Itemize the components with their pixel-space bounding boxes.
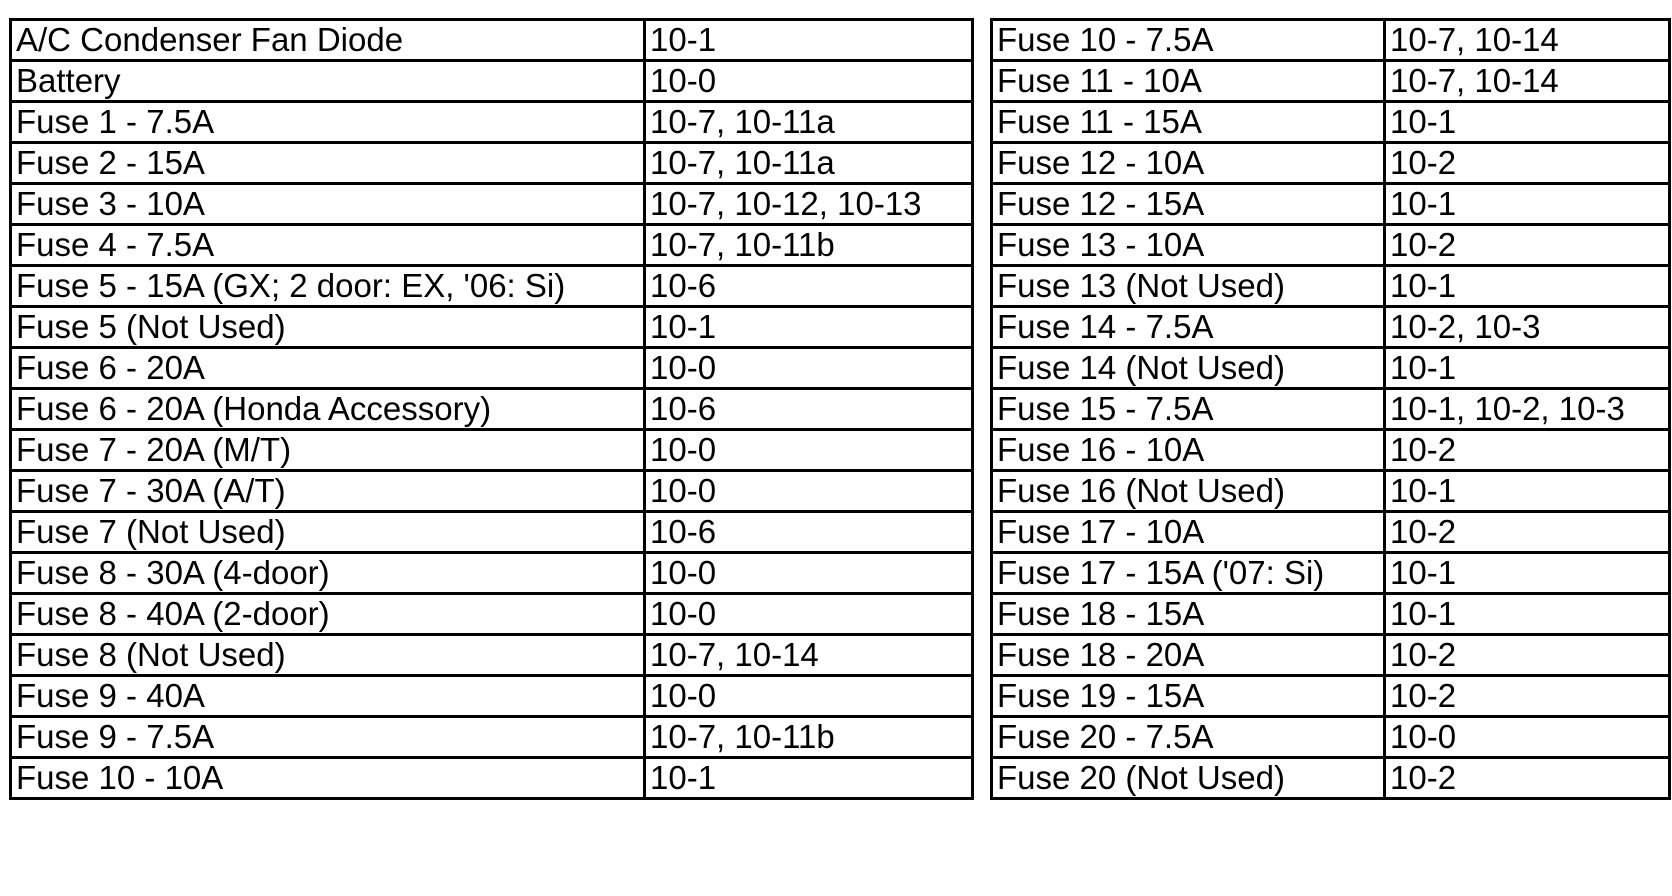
component-cell: Fuse 19 - 15A (992, 676, 1385, 717)
table-row (11, 266, 973, 307)
component-cell: Fuse 8 - 30A (4-door) (11, 553, 645, 594)
table-row (992, 266, 1670, 307)
page-ref-cell: 10-7, 10-14 (645, 635, 973, 676)
page-ref-cell: 10-0 (645, 471, 973, 512)
page-ref-cell: 10-7, 10-11b (645, 225, 973, 266)
component-cell: Fuse 17 - 10A (992, 512, 1385, 553)
component-cell: Fuse 11 - 15A (992, 102, 1385, 143)
table-row (11, 20, 973, 61)
component-cell: Fuse 7 (Not Used) (11, 512, 645, 553)
table-row (992, 102, 1670, 143)
component-cell: Fuse 10 - 10A (11, 758, 645, 799)
table-row (992, 143, 1670, 184)
table-row (992, 594, 1670, 635)
table-row (11, 471, 973, 512)
page-ref-cell: 10-1 (1385, 553, 1670, 594)
table-row (992, 758, 1670, 799)
page-ref-cell: 10-1 (645, 20, 973, 61)
table-row (992, 471, 1670, 512)
page-ref-cell: 10-0 (645, 676, 973, 717)
component-cell: Fuse 1 - 7.5A (11, 102, 645, 143)
component-cell: Fuse 6 - 20A (11, 348, 645, 389)
page-ref-cell: 10-1 (1385, 266, 1670, 307)
component-cell: Fuse 16 - 10A (992, 430, 1385, 471)
page-ref-cell: 10-1 (1385, 184, 1670, 225)
component-cell: Fuse 5 - 15A (GX; 2 door: EX, '06: Si) (11, 266, 645, 307)
page-ref-cell: 10-6 (645, 512, 973, 553)
table-row (11, 225, 973, 266)
table-row (11, 676, 973, 717)
table-row (992, 348, 1670, 389)
component-cell: Fuse 9 - 7.5A (11, 717, 645, 758)
page-ref-cell: 10-1 (1385, 471, 1670, 512)
table-row (992, 20, 1670, 61)
page-ref-cell: 10-2 (1385, 512, 1670, 553)
component-cell: Fuse 20 (Not Used) (992, 758, 1385, 799)
page-ref-cell: 10-2 (1385, 430, 1670, 471)
component-cell: Fuse 18 - 20A (992, 635, 1385, 676)
table-row (992, 389, 1670, 430)
component-cell: Fuse 14 - 7.5A (992, 307, 1385, 348)
component-cell: Fuse 7 - 20A (M/T) (11, 430, 645, 471)
table-row (11, 348, 973, 389)
component-cell: Fuse 16 (Not Used) (992, 471, 1385, 512)
table-row (992, 184, 1670, 225)
component-cell: Fuse 2 - 15A (11, 143, 645, 184)
component-cell: Fuse 17 - 15A ('07: Si) (992, 553, 1385, 594)
component-cell: Fuse 13 - 10A (992, 225, 1385, 266)
page-ref-cell: 10-2 (1385, 143, 1670, 184)
page-ref-cell: 10-7, 10-11a (645, 143, 973, 184)
fuse-index-table-right (990, 18, 1671, 800)
table-row (992, 225, 1670, 266)
component-cell: Fuse 6 - 20A (Honda Accessory) (11, 389, 645, 430)
table-row (992, 61, 1670, 102)
table-row (11, 758, 973, 799)
table-row (11, 389, 973, 430)
page-ref-cell: 10-0 (645, 61, 973, 102)
page-ref-cell: 10-1 (1385, 594, 1670, 635)
page-ref-cell: 10-7, 10-12, 10-13 (645, 184, 973, 225)
page-ref-cell: 10-2 (1385, 676, 1670, 717)
page-ref-cell: 10-0 (645, 430, 973, 471)
page-ref-cell: 10-7, 10-11a (645, 102, 973, 143)
component-cell: Fuse 9 - 40A (11, 676, 645, 717)
page-ref-cell: 10-2 (1385, 635, 1670, 676)
component-cell: Fuse 10 - 7.5A (992, 20, 1385, 61)
page-ref-cell: 10-2 (1385, 758, 1670, 799)
component-cell: Battery (11, 61, 645, 102)
table-row (11, 635, 973, 676)
page-ref-cell: 10-0 (1385, 717, 1670, 758)
component-cell: Fuse 7 - 30A (A/T) (11, 471, 645, 512)
table-row (992, 676, 1670, 717)
page-ref-cell: 10-6 (645, 389, 973, 430)
table-row (992, 717, 1670, 758)
table-row (11, 594, 973, 635)
component-cell: Fuse 20 - 7.5A (992, 717, 1385, 758)
page-ref-cell: 10-7, 10-14 (1385, 20, 1670, 61)
table-row (11, 143, 973, 184)
page-ref-cell: 10-0 (645, 348, 973, 389)
component-cell: Fuse 8 (Not Used) (11, 635, 645, 676)
table-row (11, 184, 973, 225)
component-cell: Fuse 4 - 7.5A (11, 225, 645, 266)
page-ref-cell: 10-1 (645, 307, 973, 348)
component-cell: Fuse 15 - 7.5A (992, 389, 1385, 430)
page-ref-cell: 10-2 (1385, 225, 1670, 266)
page-ref-cell: 10-7, 10-14 (1385, 61, 1670, 102)
page-ref-cell: 10-1 (645, 758, 973, 799)
page-ref-cell: 10-0 (645, 594, 973, 635)
component-cell: Fuse 12 - 15A (992, 184, 1385, 225)
component-cell: Fuse 18 - 15A (992, 594, 1385, 635)
component-cell: Fuse 14 (Not Used) (992, 348, 1385, 389)
table-row (11, 717, 973, 758)
table-row (11, 553, 973, 594)
component-cell: Fuse 13 (Not Used) (992, 266, 1385, 307)
table-row (11, 512, 973, 553)
table-row (11, 307, 973, 348)
page-ref-cell: 10-2, 10-3 (1385, 307, 1670, 348)
table-row (11, 430, 973, 471)
table-row (992, 430, 1670, 471)
table-row (992, 553, 1670, 594)
component-cell: A/C Condenser Fan Diode (11, 20, 645, 61)
component-cell: Fuse 12 - 10A (992, 143, 1385, 184)
table-row (992, 635, 1670, 676)
page-ref-cell: 10-6 (645, 266, 973, 307)
page-ref-cell: 10-7, 10-11b (645, 717, 973, 758)
fuse-index-table-left (9, 18, 974, 800)
page-ref-cell: 10-1 (1385, 348, 1670, 389)
component-cell: Fuse 11 - 10A (992, 61, 1385, 102)
page-ref-cell: 10-1, 10-2, 10-3 (1385, 389, 1670, 430)
table-row (11, 102, 973, 143)
component-cell: Fuse 8 - 40A (2-door) (11, 594, 645, 635)
page-ref-cell: 10-1 (1385, 102, 1670, 143)
table-row (992, 307, 1670, 348)
page-ref-cell: 10-0 (645, 553, 973, 594)
component-cell: Fuse 5 (Not Used) (11, 307, 645, 348)
table-row (992, 512, 1670, 553)
component-cell: Fuse 3 - 10A (11, 184, 645, 225)
table-row (11, 61, 973, 102)
